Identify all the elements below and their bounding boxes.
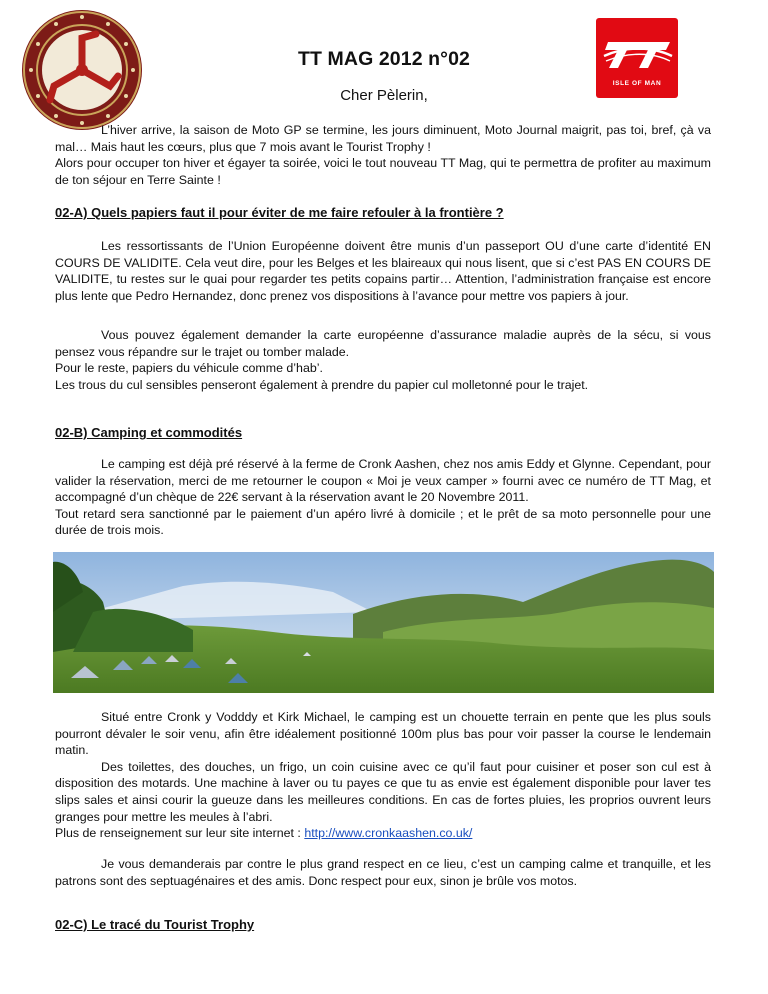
greeting: Cher Pèlerin, bbox=[340, 87, 428, 104]
section-b-heading: 02-B) Camping et commodités bbox=[55, 425, 243, 440]
intro-line-1: L’hiver arrive, la saison de Moto GP se termine, les jours diminuent, Moto Journal maigrit, pas toi, bref, çà va mal… Mais haut les cœurs, plus que 7 mois avant le Tourist Trophy ! bbox=[55, 123, 711, 154]
section-b-paragraph-1 bbox=[55, 456, 711, 539]
page-title: TT MAG 2012 n°02 bbox=[298, 48, 470, 70]
section-b-paragraph-2 bbox=[55, 709, 711, 842]
section-a-paragraph-1: Les ressortissants de l’Union Européenne doivent être munis d’un passeport OU d’une carte d’identité EN COURS DE VALIDITE. Cela veut dire, pour les Belges et les blaireaux qui nous lisent, que si c’est PAS EN COURS DE VALIDITE, tu restes sur le quai pour regarder tes petits copains partir… Attention, l’administration française est encore plus lente que Pedro Hernandez, donc prenez vos dispositions à l’avance pour mettre vos papiers à jour. bbox=[55, 239, 711, 303]
intro-line-2: Alors pour occuper ton hiver et égayer ta soirée, voici le tout nouveau TT Mag, qui te permettra de profiter au maximum de ton séjour en Terre Sainte ! bbox=[55, 156, 711, 187]
section-b-website-line bbox=[55, 825, 711, 842]
section-b-paragraph-3: Je vous demanderais par contre le plus grand respect en ce lieu, c’est un camping calme et tranquille, et les patrons sont des septuagénaires et des amis. Donc respect pour eux, sinon je brûle vos motos. bbox=[55, 857, 711, 888]
section-a-paragraph-2 bbox=[55, 327, 711, 393]
section-a-line-2: Pour le reste, papiers du véhicule comme d’hab’. bbox=[55, 361, 323, 376]
section-b-penalty-text: Tout retard sera sanctionné par le paiement d’un apéro livré à domicile ; et le prêt de sa moto personnelle pour une durée de trois mois. bbox=[55, 506, 711, 538]
website-prefix: Plus de renseignement sur leur site internet : bbox=[55, 826, 305, 841]
cronkaashen-website-link[interactable]: http://www.cronkaashen.co.uk/ bbox=[304, 826, 473, 841]
camping-panorama-photo bbox=[53, 552, 714, 693]
section-a-heading: 02-A) Quels papiers faut il pour éviter de me faire refouler à la frontière ? bbox=[55, 205, 504, 220]
intro-paragraph bbox=[55, 122, 711, 188]
isle-of-man-label: ISLE OF MAN bbox=[612, 80, 662, 87]
section-b-reservation-text: Le camping est déjà pré réservé à la ferme de Cronk Aashen, chez nos amis Eddy et Glynne. Cependant, pour valider la réservation, merci de me retourner le coupon « Moi je veux camper » fourni avec ce numéro de TT Mag, et accompagné d’un chèque de 22€ servant à la réservation avant le 20 Novembre 2011. bbox=[55, 457, 711, 505]
section-a-line-1: Vous pouvez également demander la carte européenne d’assurance maladie auprès de la sécu, si vous pensez vous répandre sur le trajet ou tomber malade. bbox=[55, 328, 711, 359]
section-c-heading: 02-C) Le tracé du Tourist Trophy bbox=[55, 917, 255, 932]
section-b-location-text: Situé entre Cronk y Vodddy et Kirk Michael, le camping est un chouette terrain en pente que les plus souls pourront dévaler le soir venu, afin être idéalement positionné 100m plus bas pour voir passer la course le lendemain matin. bbox=[55, 710, 711, 758]
section-a-line-3: Les trous du cul sensibles penseront également à prendre du papier cul molletonné pour le trajet. bbox=[55, 377, 589, 392]
section-b-facilities-text: Des toilettes, des douches, un frigo, un coin cuisine avec ce qu’il faut pour cuisiner et poser son cul est à disposition des motards. Une machine à laver ou tu payes ce que tu as envie est également disponible pour laver tes slips sales et ainsi courir la gueuze dans les meilleures conditions. En cas de fortes pluies, les proprios ouvrent leurs granges pour mettre les meules à l’abri. bbox=[55, 759, 711, 824]
